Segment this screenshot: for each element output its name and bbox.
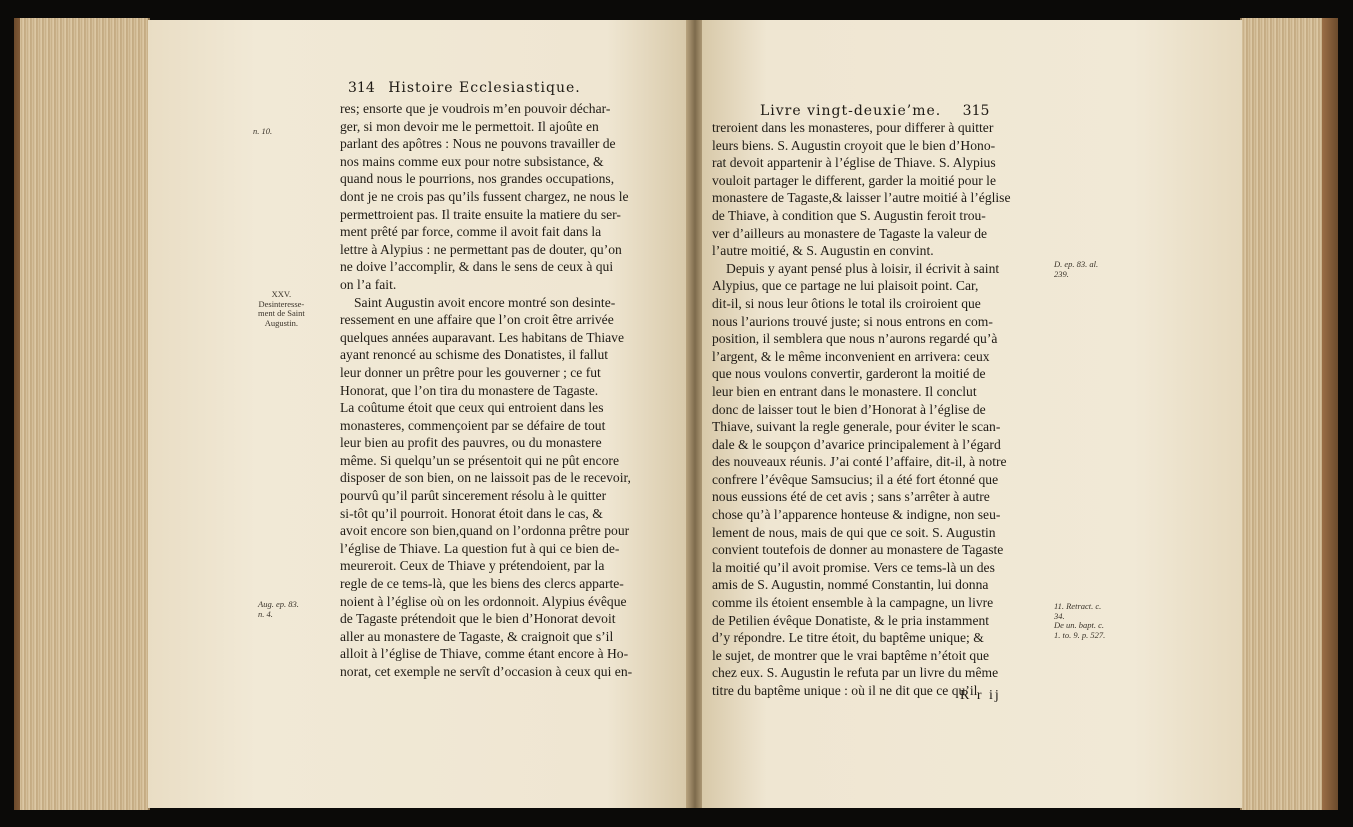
left-margin-note: n. 10. [253,126,273,136]
right-text-line: chez eux. S. Augustin le refuta par un livre du même [712,665,999,681]
left-margin-note: Aug. ep. 83. n. 4. [258,599,299,619]
left-text-line: si-tôt qu’il pourroit. Honorat étoit dans le cas, & [340,505,603,521]
right-text-line: nous eussions été de cet avis ; sans s’arrêter à autre [712,489,990,505]
right-text-line: la moitié qu’il avoit promise. Vers ce tems-là un des [712,559,995,575]
left-text-line: parlant des apôtres : Nous ne pouvons travailler de [340,136,616,152]
left-text-line: disposer de son bien, on ne laissoit pas de le recevoir, [340,470,631,486]
right-text-line: dale & le soupçon d’avarice principalement à l’égard [712,436,1001,452]
left-margin-note-title: XXV. Desinteresse- ment de Saint Augustin. [258,289,305,328]
left-text-line: quelques années auparavant. Les habitans de Thiave [340,329,624,345]
left-text-line: dont je ne crois pas qu’ils fussent chargez, ne nous le [340,188,629,204]
left-text-line: ayant renoncé au schisme des Donatistes, il fallut [340,347,609,363]
right-text-line: comme ils étoient ensemble à la campagne, un livre [712,595,994,611]
right-text-line: donc de laisser tout le bien d’Honorat à l’église de [712,401,986,417]
right-text-line: rat devoit appartenir à l’église de Thiave. S. Alypius [712,155,996,171]
right-text-line: amis de S. Augustin, nommé Constantin, lui donna [712,577,989,593]
right-page-header [760,103,989,119]
right-text-line: convient toutefois de donner au monastere de Tagaste [712,542,1004,558]
right-page-number: 315 [962,103,990,119]
right-text-line: que nous voulons convertir, garderont la moitié de [712,366,986,382]
right-text-line: leurs biens. S. Augustin croyoit que le bien d’Hono- [712,137,996,153]
right-text-line: des nouveaux réunis. J’ai conté l’affaire, dit-il, à notre [712,454,1007,470]
left-text-line: monasteres, commençoient par se défaire de tout [340,417,606,433]
right-cover-edge [1322,18,1338,810]
right-text-line: lement de nous, mais de qui que ce soit. S. Augustin [712,524,996,540]
right-running-head: Livre vingt-deuxie’me. [760,103,942,119]
left-text-line: quand nous le pourrions, nos grandes occupations, [340,171,615,187]
right-page-body [712,119,1050,700]
left-text-line: de Tagaste prétendoit que le bien d’Honorat devoit [340,611,616,627]
right-text-line: monastere de Tagaste,& laisser l’autre moitié à l’église [712,190,1011,206]
right-text-line: d’y répondre. Le titre étoit, du baptême unique; & [712,630,984,646]
left-text-line: res; ensorte que je voudrois m’en pouvoir déchar- [340,101,611,116]
left-text-line: norat, cet exemple ne servît d’occasion à ceux qui en- [340,664,633,679]
right-text-line: l’autre moitié, & S. Augustin en convint. [712,243,934,259]
right-text-line: de Petilien évêque Donatiste, & le pria instamment [712,612,990,628]
left-text-line: aller au monastere de Tagaste, & craignoit que s’il [340,628,614,644]
left-page-body [340,100,680,681]
right-text-line: vouloit partager le different, garder la moitié pour le [712,172,996,188]
left-text-line: regle de ce tems-là, que les biens des clercs apparte- [340,576,624,592]
right-page-edges [1240,18,1334,810]
left-text-line: noient à l’église où on les ordonnoit. Alypius évêque [340,593,627,609]
left-text-line: avoit encore son bien,quand on l’ordonna prêtre pour [340,523,630,539]
left-text-line: nos mains comme eux pour notre subsistance, & [340,153,604,169]
left-text-line: ment prêté par force, comme il avoit fait dans la [340,224,602,240]
right-text-line: chose qu’à l’apparence honteuse & indigne, non seu- [712,507,1001,523]
right-page [702,20,1242,808]
right-text-line: nous l’aurions trouvé juste; si nous entrons en com- [712,313,993,329]
right-text-line: le sujet, de montrer que le vrai baptême n’étoit que [712,647,990,663]
left-text-line: Honorat, que l’on tira du monastere de Tagaste. [340,382,599,398]
left-text-line: Saint Augustin avoit encore montré son desinte- [354,294,616,310]
left-text-line: La coûtume étoit que ceux qui entroient dans les [340,400,604,416]
right-text-line: treroient dans les monasteres, pour differer à quitter [712,120,994,135]
left-text-line: alloit à l’église de Thiave, comme étant encore à Ho- [340,646,629,662]
left-page-number: 314 [348,80,375,96]
left-text-line: même. Si quelqu’un se présentoit qui ne pût encore [340,452,619,468]
right-text-line: Thiave, suivant la regle generale, pour éviter le scan- [712,419,1001,435]
right-text-line: leur bien en entrant dans le monastere. Il conclut [712,383,977,399]
left-page-header [348,80,581,96]
right-text-line: position, il semblera que nous n’aurons regardé qu’à [712,331,998,347]
left-running-head: Histoire Ecclesiastique. [388,80,581,96]
right-text-line: ver d’ailleurs au monastere de Tagaste la valeur de [712,225,988,241]
right-text-line: de Thiave, à condition que S. Augustin feroit trou- [712,207,986,223]
left-text-line: meureroit. Ceux de Thiave y prétendoient, par la [340,558,605,574]
left-text-line: pourvû qu’il parût sincerement résolu à le quitter [340,488,607,504]
left-text-line: leur donner un prêtre pour les gouverner ; ce fut [340,364,601,380]
right-margin-note: 11. Retract. c. 34. De un. bapt. c. 1. to. 9. p. 527. [1054,601,1106,640]
left-text-line: ne doive l’accomplir, & dans le sens de ceux à qui [340,259,614,275]
right-text-line: l’argent, & le même inconvenient en arrivera: ceux [712,348,990,364]
right-text-line: titre du baptême unique : où il ne dit que ce qu’il [712,683,978,698]
right-text-line: dit-il, si nous leur ôtions le total ils croiroient que [712,295,981,311]
left-text-line: lettre à Alypius : ne permettant pas de douter, qu’on [340,241,622,257]
right-text-line: Alypius, que ce partage ne lui plaisoit point. Car, [712,278,979,294]
left-text-line: on l’a fait. [340,276,397,292]
right-text-line: Depuis y ayant pensé plus à loisir, il écrivit à saint [726,260,1000,276]
left-text-line: permettroient pas. Il traite ensuite la matiere du ser- [340,206,621,222]
signature-mark: R r ij [960,688,1001,703]
left-text-line: ressement en une affaire que l’on croit être arrivée [340,312,614,328]
right-text-line: confrere l’évêque Samsucius; il a été fort étonné que [712,471,999,487]
left-page [148,20,688,808]
left-text-line: leur bien au profit des pauvres, ou du monastere [340,435,602,451]
left-page-edges [20,18,150,810]
left-text-line: l’église de Thiave. La question fut à qui ce bien de- [340,540,620,556]
left-text-line: ger, si mon devoir me le permettoit. Il ajoûte en [340,118,599,134]
right-margin-note: D. ep. 83. al. 239. [1054,259,1099,279]
